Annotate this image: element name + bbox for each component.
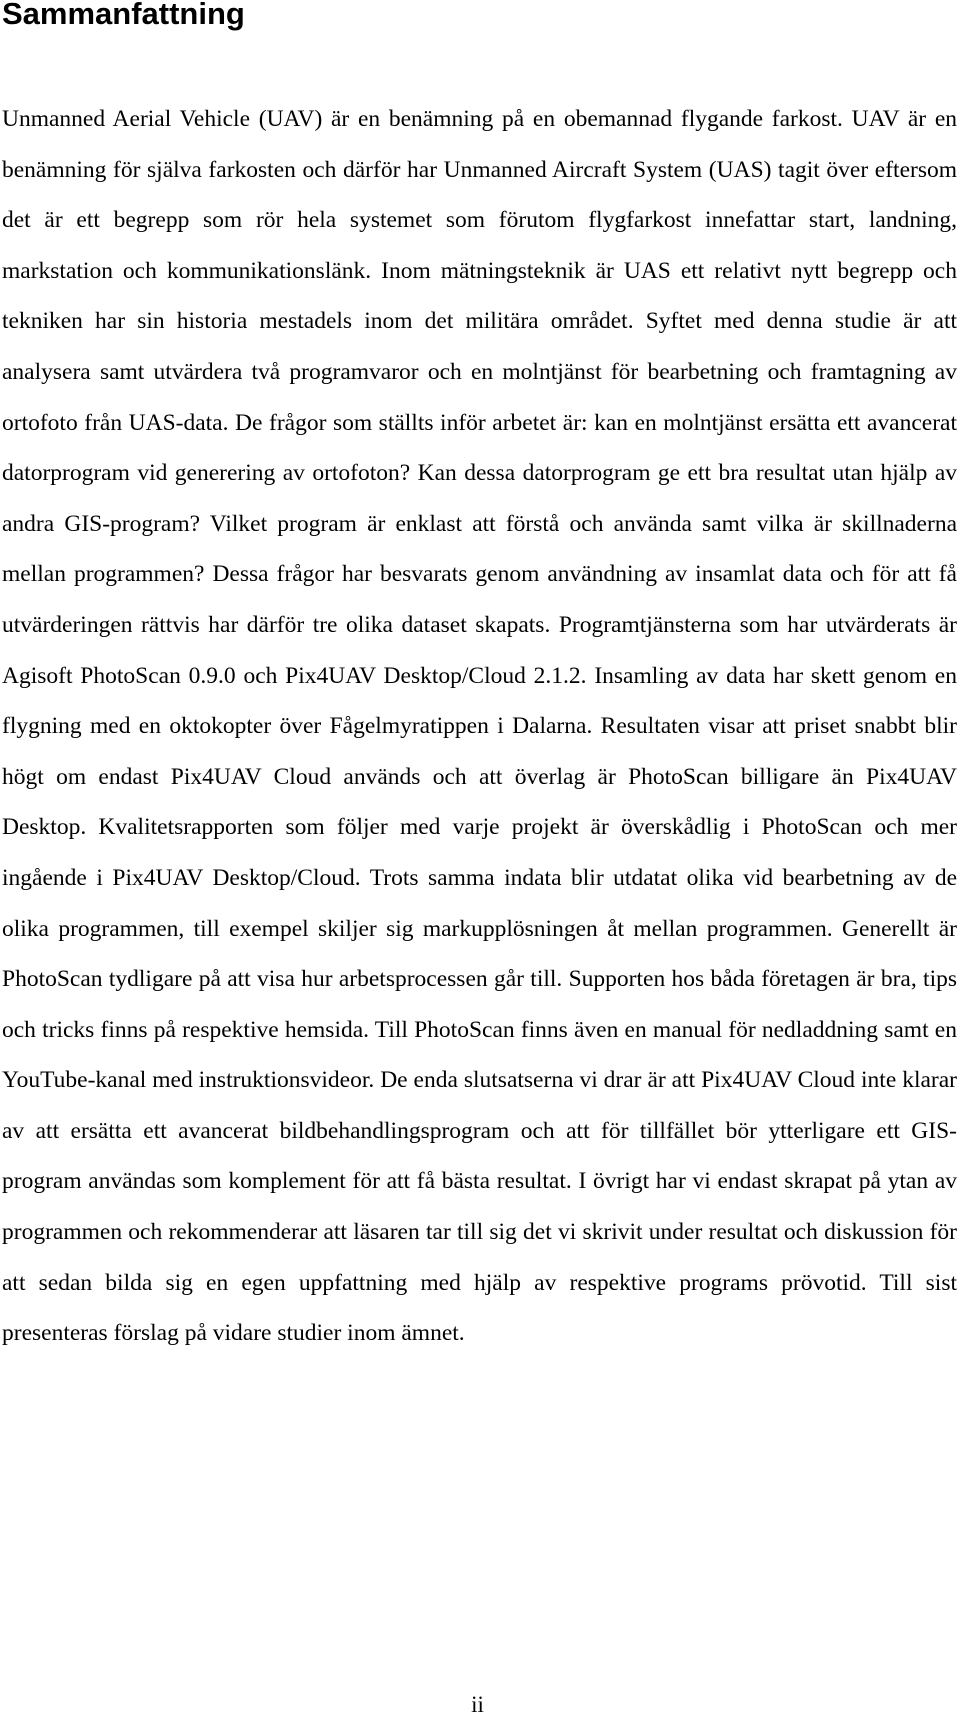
- page-number: ii: [471, 1692, 484, 1717]
- section-heading: Sammanfattning: [2, 0, 245, 31]
- abstract-paragraph: Unmanned Aerial Vehicle (UAV) är en benämning på en obemannad flygande farkost. UAV är en benämning för själva farkosten och därför har Unmanned Aircraft System (UAS) tagit över eftersom det är ett begrepp som rör hela systemet som förutom flygfarkost innefattar start, landning, markstation och kommunikationslänk. Inom mätningsteknik är UAS ett relativt nytt begrepp och tekniken har sin historia mestadels inom det militära området. Syftet med denna studie är att analysera samt utvärdera två programvaror och en molntjänst för bearbetning och framtagning av ortofoto från UAS-data. De frågor som ställts inför arbetet är: kan en molntjänst ersätta ett avancerat datorprogram vid generering av ortofoton? Kan dessa datorprogram ge ett bra resultat utan hjälp av andra GIS-program? Vilket program är enklast att förstå och använda samt vilka är skillnaderna mellan programmen? Dessa frågor har besvarats genom användning av insamlat data och för att få utvärderingen rättvis har därför tre olika dataset skapats. Programtjänsterna som har utvärderats är Agisoft PhotoScan 0.9.0 och Pix4UAV Desktop/Cloud 2.1.2. Insamling av data har skett genom en flygning med en oktokopter över Fågelmyratippen i Dalarna. Resultaten visar att priset snabbt blir högt om endast Pix4UAV Cloud används och att överlag är PhotoScan billigare än Pix4UAV Desktop. Kvalitetsrapporten som följer med varje projekt är överskådlig i PhotoScan och mer ingående i Pix4UAV Desktop/Cloud. Trots samma indata blir utdatat olika vid bearbetning av de olika programmen, till exempel skiljer sig markupplösningen åt mellan programmen. Generellt är PhotoScan tydligare på att visa hur arbetsprocessen går till. Supporten hos båda företagen är bra, tips och tricks finns på respektive hemsida. Till PhotoScan finns även en manual för nedladdning samt en YouTube-kanal med instruktionsvideor. De enda slutsatserna vi drar är att Pix4UAV Cloud inte klarar av att ersätta ett avancerat bildbehandlingsprogram och att för tillfället bör ytterligare ett GIS-program användas som komplement för att få bästa resultat. I övrigt har vi endast skrapat på ytan av programmen och rekommenderar att läsaren tar till sig det vi skrivit under resultat och diskussion för att sedan bilda sig en egen uppfattning med hjälp av respektive programs prövotid. Till sist presenteras förslag på vidare studier inom ämnet.: [2, 106, 957, 1347]
